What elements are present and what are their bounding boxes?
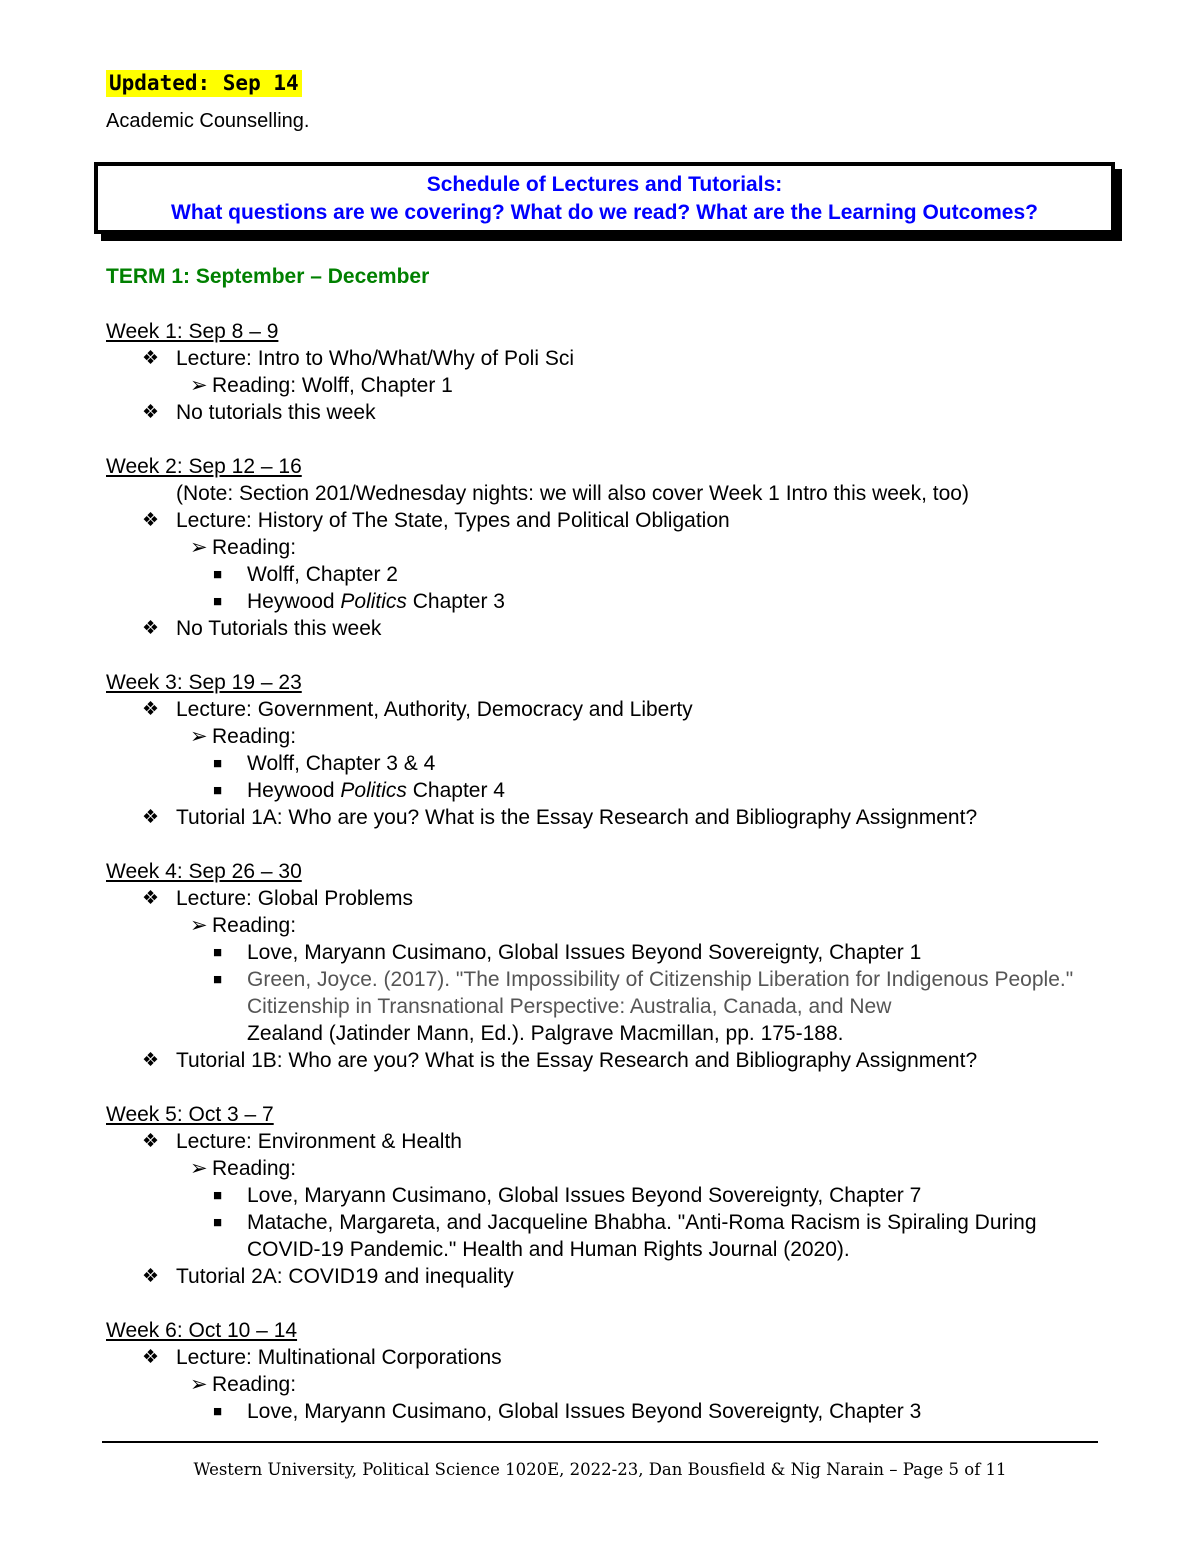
reading-item: ➢ Reading: bbox=[190, 536, 297, 559]
week-title: Week 2: Sep 12 – 16 bbox=[106, 455, 302, 478]
tutorial-item: ❖ No Tutorials this week bbox=[142, 617, 382, 640]
reading-entry: ■ Love, Maryann Cusimano, Global Issues Beyond Sovereignty, Chapter 1 bbox=[213, 941, 922, 964]
diamond-bullet-icon: ❖ bbox=[142, 618, 160, 639]
reading-entry: ■ Matache, Margareta, and Jacqueline Bhabha. "Anti-Roma Racism is Spiraling During COVID-19 Pandemic." Health and Human Rights Journal (2020). bbox=[213, 1211, 1037, 1261]
week-4 bbox=[106, 858, 1106, 1074]
lecture-item: ❖ Lecture: Global Problems bbox=[142, 887, 413, 910]
square-bullet-icon: ■ bbox=[213, 1214, 223, 1231]
lecture-item: ❖ Lecture: History of The State, Types and Political Obligation bbox=[142, 509, 730, 532]
week-2 bbox=[106, 453, 1106, 642]
diamond-bullet-icon: ❖ bbox=[142, 1266, 160, 1287]
reading-item: ➢ Reading: bbox=[190, 914, 297, 937]
schedule-title: Schedule of Lectures and Tutorials: bbox=[426, 173, 783, 196]
week-title: Week 5: Oct 3 – 7 bbox=[106, 1103, 274, 1126]
schedule-title-box bbox=[94, 162, 1115, 234]
arrow-bullet-icon: ➢ bbox=[190, 374, 208, 397]
footer-divider bbox=[102, 1441, 1098, 1443]
week-note: (Note: Section 201/Wednesday nights: we will also cover Week 1 Intro this week, too) bbox=[176, 482, 969, 505]
tutorial-item: ❖ Tutorial 2A: COVID19 and inequality bbox=[142, 1265, 514, 1288]
lecture-item: ❖ Lecture: Multinational Corporations bbox=[142, 1346, 502, 1369]
tutorial-item: ❖ Tutorial 1B: Who are you? What is the Essay Research and Bibliography Assignment? bbox=[142, 1049, 978, 1072]
arrow-bullet-icon: ➢ bbox=[190, 914, 208, 937]
schedule-subtitle: What questions are we covering? What do we read? What are the Learning Outcomes? bbox=[171, 201, 1038, 224]
diamond-bullet-icon: ❖ bbox=[142, 1050, 160, 1071]
reading-entry: ■ Wolff, Chapter 3 & 4 bbox=[213, 752, 436, 775]
schedule-list bbox=[106, 318, 1106, 1452]
week-title: Week 3: Sep 19 – 23 bbox=[106, 671, 302, 694]
arrow-bullet-icon: ➢ bbox=[190, 536, 208, 559]
square-bullet-icon: ■ bbox=[213, 566, 223, 583]
reading-item: ➢ Reading: bbox=[190, 1157, 297, 1180]
reading-item: ➢ Reading: Wolff, Chapter 1 bbox=[190, 374, 453, 397]
lecture-item: ❖ Lecture: Government, Authority, Democracy and Liberty bbox=[142, 698, 693, 721]
week-title: Week 6: Oct 10 – 14 bbox=[106, 1319, 298, 1342]
square-bullet-icon: ■ bbox=[213, 1187, 223, 1204]
lecture-item: ❖ Lecture: Environment & Health bbox=[142, 1130, 462, 1153]
arrow-bullet-icon: ➢ bbox=[190, 725, 208, 748]
diamond-bullet-icon: ❖ bbox=[142, 807, 160, 828]
square-bullet-icon: ■ bbox=[213, 782, 223, 799]
square-bullet-icon: ■ bbox=[213, 1403, 223, 1420]
diamond-bullet-icon: ❖ bbox=[142, 1347, 160, 1368]
term-heading: TERM 1: September – December bbox=[106, 265, 430, 288]
week-title: Week 1: Sep 8 – 9 bbox=[106, 320, 279, 343]
diamond-bullet-icon: ❖ bbox=[142, 348, 160, 369]
page-footer: Western University, Political Science 1020E, 2022-23, Dan Bousfield & Nig Narain – Page 5 of 11 bbox=[193, 1460, 1007, 1479]
week-5 bbox=[106, 1101, 1106, 1290]
reading-entry: ■ Love, Maryann Cusimano, Global Issues Beyond Sovereignty, Chapter 7 bbox=[213, 1184, 922, 1207]
diamond-bullet-icon: ❖ bbox=[142, 510, 160, 531]
diamond-bullet-icon: ❖ bbox=[142, 1131, 160, 1152]
reading-entry: ■ Heywood Politics Chapter 3 bbox=[213, 590, 505, 613]
square-bullet-icon: ■ bbox=[213, 971, 223, 988]
week-title: Week 4: Sep 26 – 30 bbox=[106, 860, 302, 883]
square-bullet-icon: ■ bbox=[213, 755, 223, 772]
week-1 bbox=[106, 318, 1106, 426]
week-6 bbox=[106, 1317, 1106, 1425]
updated-highlight: Updated: Sep 14 bbox=[106, 70, 302, 97]
diamond-bullet-icon: ❖ bbox=[142, 888, 160, 909]
tutorial-item: ❖ Tutorial 1A: Who are you? What is the Essay Research and Bibliography Assignment? bbox=[142, 806, 978, 829]
reading-entry: ■ Wolff, Chapter 2 bbox=[213, 563, 398, 586]
arrow-bullet-icon: ➢ bbox=[190, 1373, 208, 1396]
square-bullet-icon: ■ bbox=[213, 944, 223, 961]
reading-item: ➢ Reading: bbox=[190, 725, 297, 748]
tutorial-item: ❖ No tutorials this week bbox=[142, 401, 376, 424]
reading-item: ➢ Reading: bbox=[190, 1373, 297, 1396]
square-bullet-icon: ■ bbox=[213, 593, 223, 610]
lecture-item: ❖ Lecture: Intro to Who/What/Why of Poli Sci bbox=[142, 347, 574, 370]
week-3 bbox=[106, 669, 1106, 831]
diamond-bullet-icon: ❖ bbox=[142, 402, 160, 423]
arrow-bullet-icon: ➢ bbox=[190, 1157, 208, 1180]
diamond-bullet-icon: ❖ bbox=[142, 699, 160, 720]
reading-entry: ■ Green, Joyce. (2017). "The Impossibility of Citizenship Liberation for Indigenous People." Citizenship in Transnational Perspective: Australia, Canada, and New Zealand (Jatinder Mann, Ed.). Palgrave Macmillan, pp. 175-188. bbox=[213, 968, 1074, 1045]
reading-entry: ■ Heywood Politics Chapter 4 bbox=[213, 779, 505, 802]
reading-entry: ■ Love, Maryann Cusimano, Global Issues Beyond Sovereignty, Chapter 3 bbox=[213, 1400, 922, 1423]
academic-counselling-text: Academic Counselling. bbox=[106, 110, 310, 132]
